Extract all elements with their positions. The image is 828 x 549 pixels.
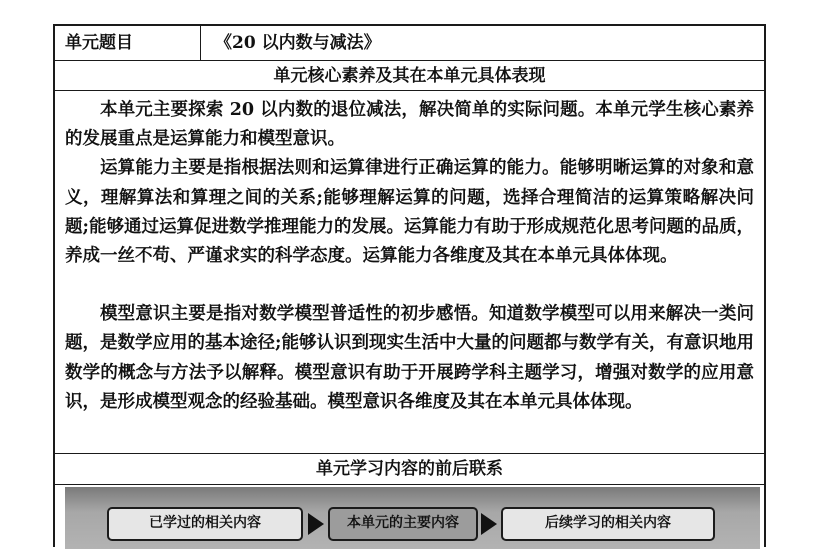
unit-title-row (55, 26, 764, 61)
paragraph-computation: 运算能力主要是指根据法则和运算律进行正确运算的能力。能够明晰运算的对象和意义，理解算法和算理之间的关系;能够理解运算的问题，选择合理简洁的运算策略解决问题;能够通过运算促进数学推理能力的发展。运算能力有助于形成规范化思考问题的品质，养成一丝不苟、严谨求实的科学态度。运算能力各维度及其在本单元具体体现。 (65, 158, 754, 267)
flow-box-next: 后续学习的相关内容 (501, 507, 715, 541)
flow-diagram-photo (65, 487, 760, 549)
relation-heading: 单元学习内容的前后联系 (55, 453, 764, 485)
core-literacy-body (65, 96, 754, 417)
flow-box-prev: 已学过的相关内容 (107, 507, 303, 541)
paragraph-model: 模型意识主要是指对数学模型普适性的初步感悟。知道数学模型可以用来解决一类问题，是数学应用的基本途径;能够认识到现实生活中大量的问题都与数学有关，有意识地用数学的概念与方法予以解释。模型意识有助于开展跨学科主题学习，增强对数学的应用意识，是形成模型观念的经验基础。模型意识各维度及其在本单元具体体现。 (65, 304, 754, 412)
flow-box-current: 本单元的主要内容 (328, 507, 478, 541)
arrow-right-icon (481, 513, 497, 535)
arrow-right-icon (308, 513, 324, 535)
paragraph-intro: 本单元主要探索 20 以内数的退位减法，解决简单的实际问题。本单元学生核心素养的发展重点是运算能力和模型意识。 (65, 100, 754, 150)
core-literacy-heading: 单元核心素养及其在本单元具体表现 (55, 61, 764, 91)
unit-title-value: 《20 以内数与减法》 (215, 33, 381, 53)
unit-table (53, 24, 766, 547)
unit-title-label: 单元题目 (55, 26, 201, 61)
